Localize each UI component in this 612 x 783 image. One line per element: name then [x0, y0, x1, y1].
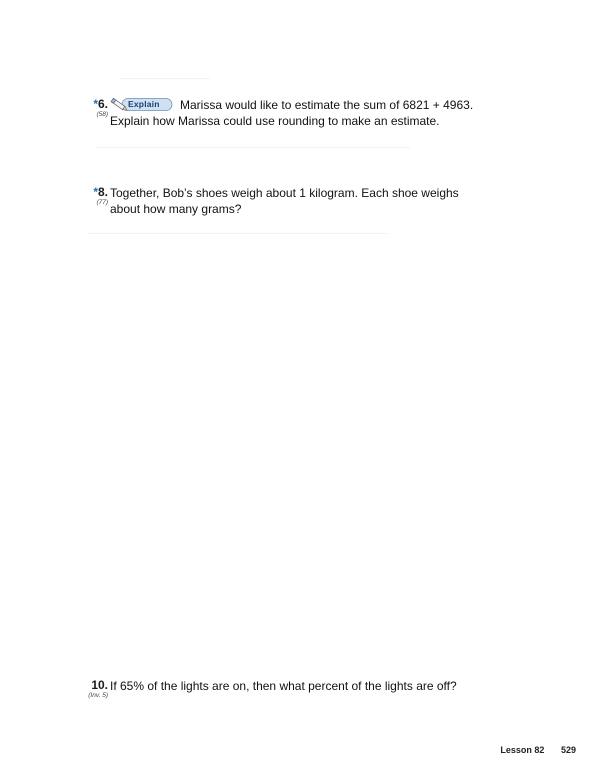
lesson-reference: (Inv. 5): [88, 692, 108, 699]
problem-line: Marissa would like to estimate the sum of 6821 + 4963.: [180, 98, 474, 112]
problem-line: Together, Bob’s shoes weigh about 1 kilogram. Each shoe weighs: [110, 186, 459, 200]
problem-line: If 65% of the lights are on, then what percent of the lights are off?: [110, 679, 457, 693]
problem-number-column: [86, 97, 108, 119]
star-marker: *: [93, 185, 98, 199]
page-number: 529: [560, 745, 576, 755]
star-marker: *: [93, 97, 98, 111]
lesson-reference: (58): [96, 111, 108, 118]
problem-number-column: [86, 185, 108, 207]
explain-badge-label: Explain: [128, 99, 160, 109]
explain-badge: [110, 97, 174, 112]
page-footer: [500, 745, 576, 755]
problem-line: Explain how Marissa could use rounding to make an estimate.: [110, 114, 440, 128]
faint-rule: [120, 78, 210, 79]
problem-text: [110, 185, 510, 217]
problem-line: about how many grams?: [110, 202, 242, 216]
lesson-reference: (77): [96, 199, 108, 206]
problem-text: [110, 97, 510, 129]
problem-text: [110, 678, 510, 694]
problem-number: 10.: [91, 678, 108, 692]
problem-number: *6.: [93, 97, 108, 111]
lesson-label: Lesson 82: [500, 745, 545, 755]
faint-rule: [88, 233, 388, 234]
faint-rule: [95, 147, 410, 148]
problem-number: *8.: [93, 185, 108, 199]
problem-number-column: [80, 678, 108, 700]
